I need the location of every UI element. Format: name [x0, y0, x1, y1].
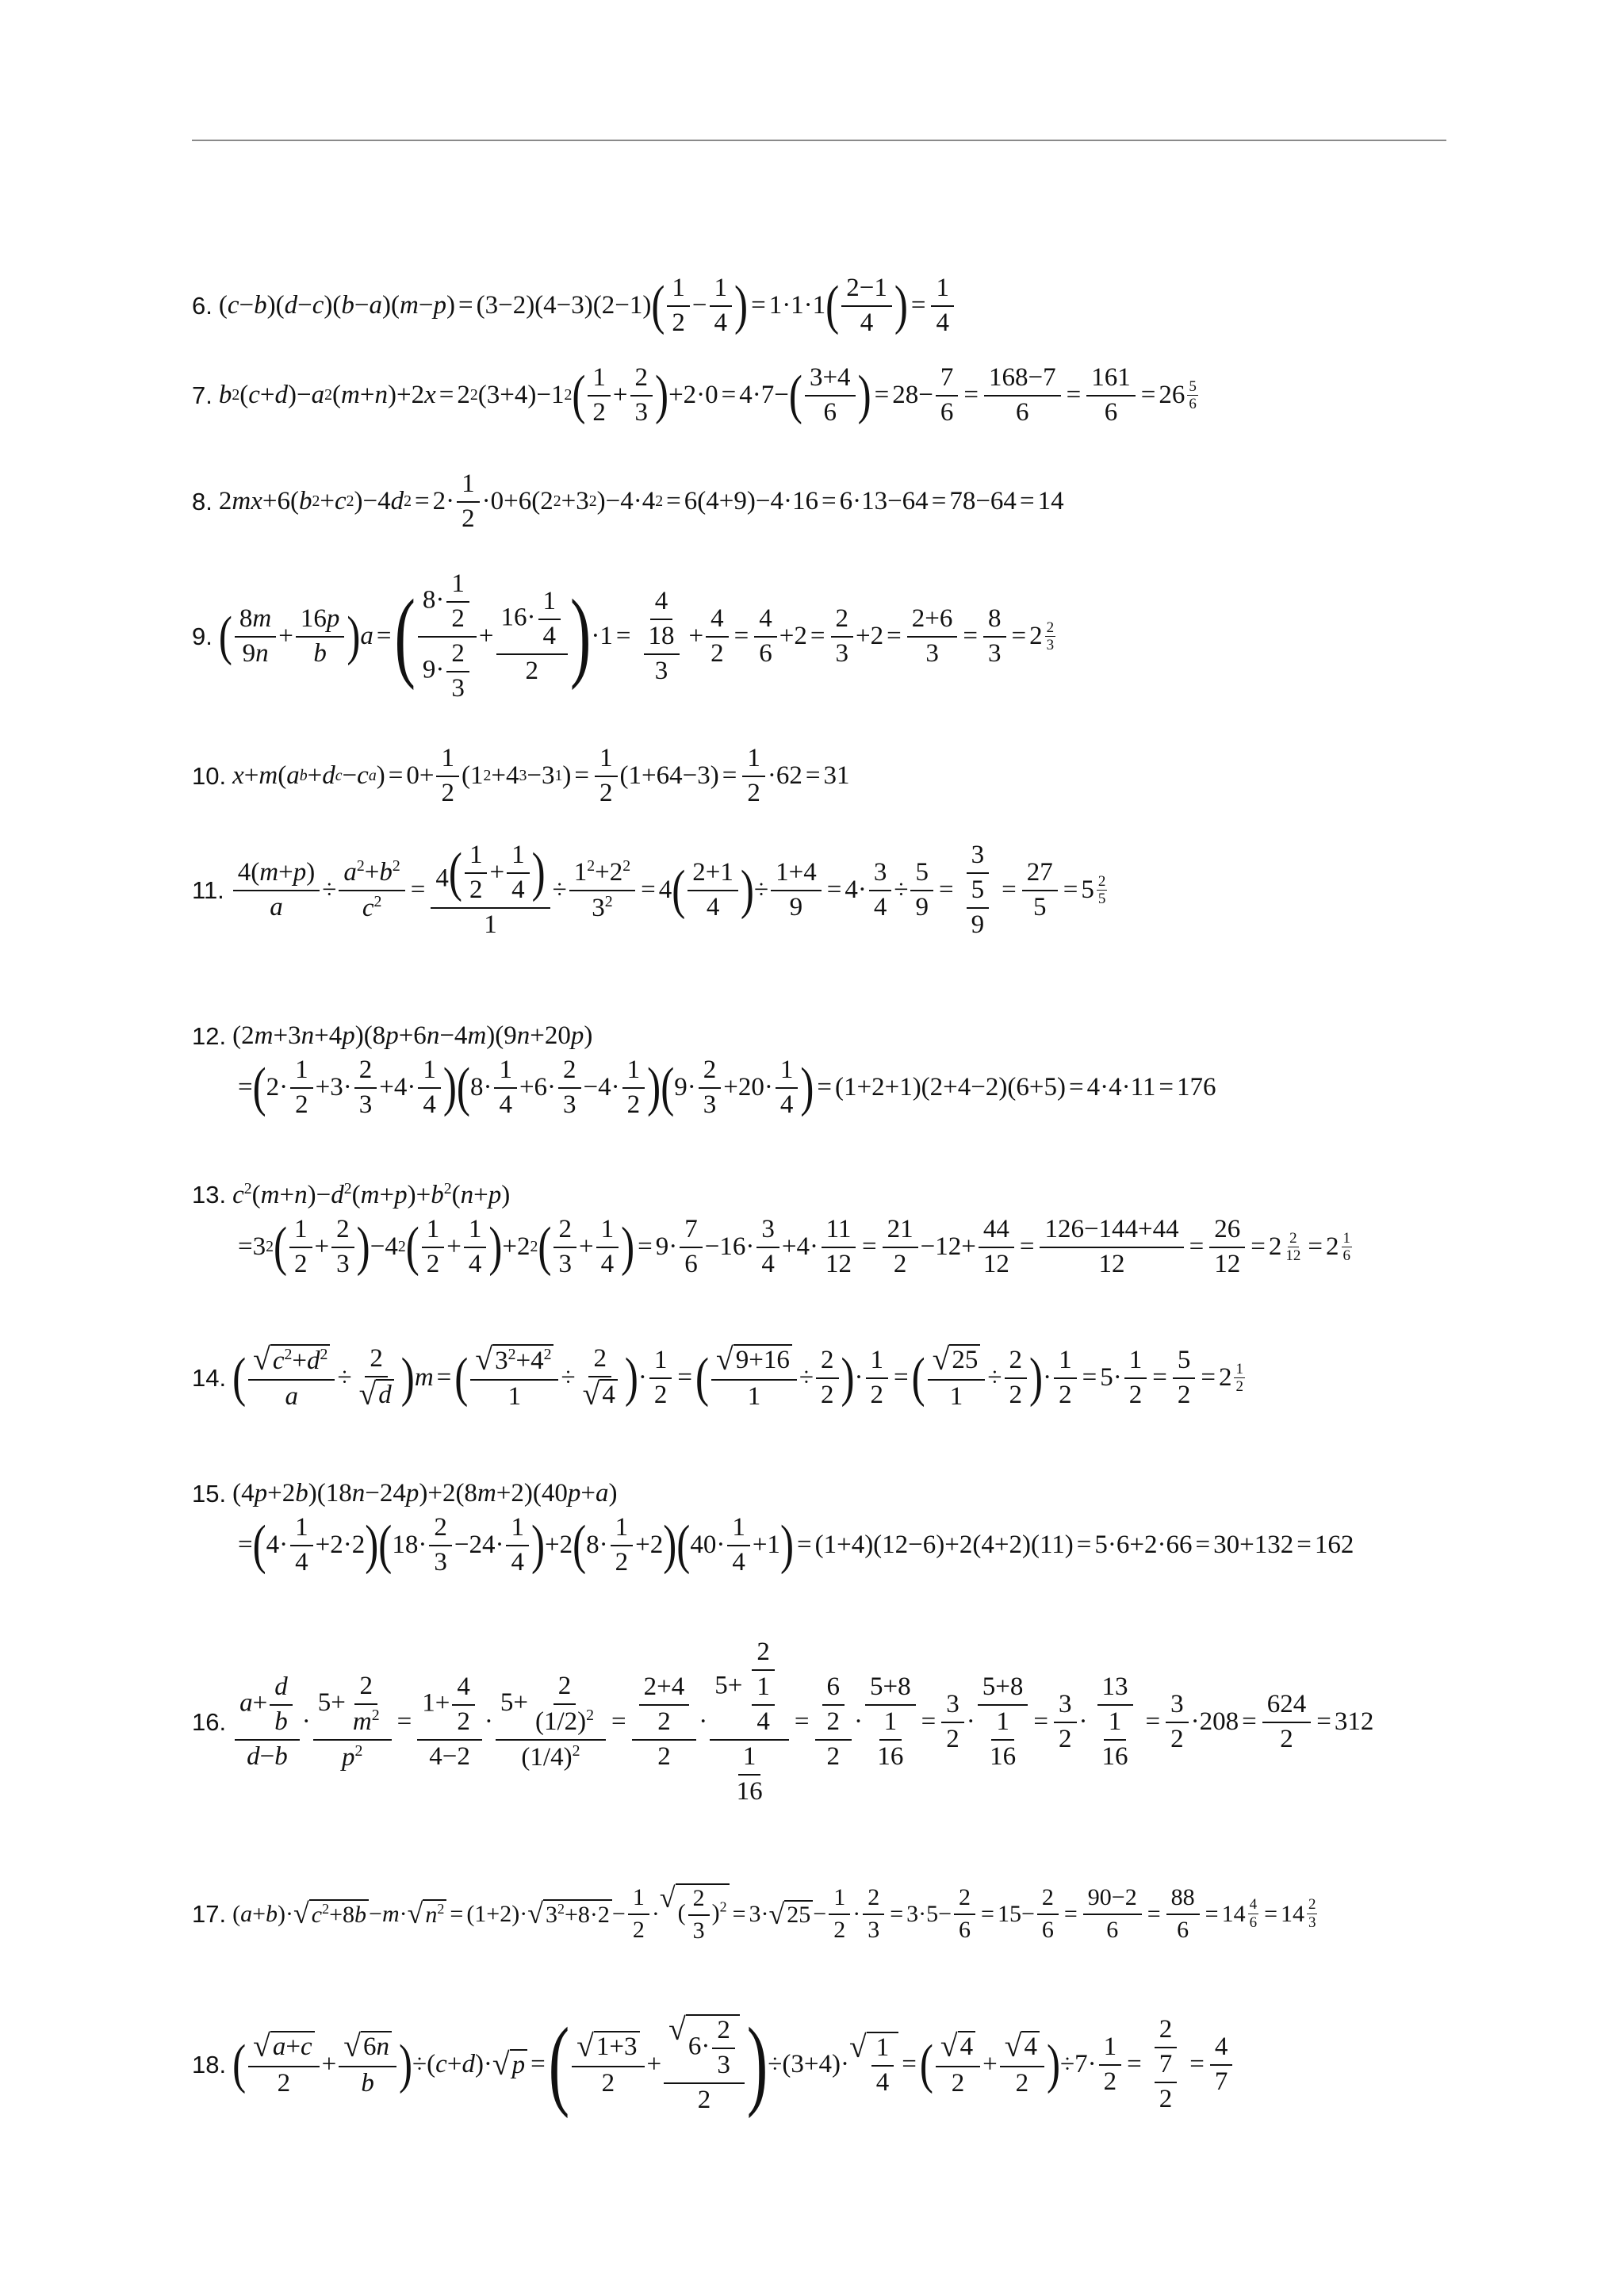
header-rule [192, 140, 1446, 141]
equation-line-2: = ( 2· $\frac{1}{2}$ +3· $\frac{2}{3}$ +4· $\frac{1}{4}$ ) ( 8· $\frac{1}{4}$ +6· $\frac{2}{3}$ −4· $\frac{1}{2}$ ) ( 9· $\frac{2}{3}$ +20· $\frac{1}{4}$ ) = (1+2+1)(2+4−2)(6+5) = 4·4·11 = 176 [238, 1055, 1216, 1119]
equation: a+ $\frac{d}{b}$ d−b · 5+ $\frac{2}{m^2}$ $p^2$ = 1+ $\frac{4}{2}$ 4−2 · 5+ $\frac{2}{(1/2)^2}$ $(1/4)^2$ = $\frac{\frac{2+4}{2}}{2}$ · 5+ $\frac{2}{\frac{1}{4}}$ $\frac{1}{16}$ = $\frac{\frac{6}{2}}{2}$ · $\frac{5+8}{\frac{1}{16}}$ = $\frac{3}{2}$ · $\frac{5+8}{\frac{1}{16}}$ = $\frac{3}{2}$ · $\frac{13}{\frac{1}{16}}$ = $\frac{3}{2}$ ·208 = $\frac{624}{2}$ = 312 [232, 1638, 1373, 1807]
equation: ( √ $c^2+d^2$ a ÷ 2 √ d ) m = ( √ $3^2+4^2$ 1 ÷ 2 √ 4 ) · $\frac{1}{2}$ = ( √ 9+16 1 ÷ $\frac{2}{2}$ ) · $\frac{1}{2}$ = ( √ 25 1 ÷ $\frac{2}{2}$ ) · $\frac{1}{2}$ = 5· $\frac{1}{2}$ = $\frac{5}{2}$ = 2 $\frac{1}{2}$ [232, 1342, 1243, 1412]
problem-number: 12. [192, 1021, 227, 1050]
equation-line-1: (4p+2b)(18n−24p)+2(8m+2)(40p+a) [232, 1479, 618, 1508]
problem-9 [192, 569, 1058, 704]
problem-number: 18. [192, 2050, 227, 2078]
problem-14 [192, 1344, 1247, 1412]
problem-number: 17. [192, 1899, 227, 1928]
problem-number: 11. [192, 875, 224, 904]
equation-line-2: =3 2 ( $\frac{1}{2}$ + $\frac{2}{3}$ ) −4 2 ( $\frac{1}{2}$ + $\frac{1}{4}$ ) +2 2 ( $\frac{2}{3}$ + $\frac{1}{4}$ ) = 9· $\frac{7}{6}$ −16· $\frac{3}{4}$ +4· $\frac{11}{12}$ = $\frac{21}{2}$ −12+ $\frac{44}{12}$ = $\frac{126-144+44}{12}$ = $\frac{26}{12}$ = 2 $\frac{2}{12}$ = 2 $\frac{1}{6}$ [238, 1215, 1351, 1278]
equation-line-2: = ( 4· $\frac{1}{4}$ +2·2 ) ( 18· $\frac{2}{3}$ −24· $\frac{1}{4}$ ) +2 ( 8· $\frac{1}{2}$ +2 ) ( 40· $\frac{1}{4}$ +1 ) = (1+4)(12−6)+2(4+2)(11) = 5·6+2·66 = 30+132 = 162 [238, 1513, 1354, 1576]
problem-17 [192, 1883, 1320, 1944]
problem-6 [192, 274, 956, 339]
problem-16 [192, 1638, 1373, 1807]
problem-number: 10. [192, 761, 227, 790]
problem-number: 16. [192, 1707, 227, 1736]
problem-number: 7. [192, 381, 213, 409]
problem-number: 13. [192, 1181, 227, 1209]
problem-13 [192, 1180, 1354, 1280]
problem-number: 6. [192, 291, 213, 320]
equation: ( $\frac{8m}{9n}$ + $\frac{16p}{b}$ ) a = ( 8· $\frac{1}{2}$ 9· $\frac{2}{3}$ + 16· $\frac{1}{4}$ 2 ) ·1 = $\frac{4}{\frac{18}{3}}$ + $\frac{4}{2}$ = $\frac{4}{6}$ +2 = $\frac{2}{3}$ +2 = $\frac{2+6}{3}$ = $\frac{8}{3}$ = 2 $\frac{2}{3}$ [218, 569, 1055, 703]
equation-line-1: (2m+3n+4p)(8p+6n−4m)(9n+20p) [232, 1021, 593, 1050]
equation: b 2 ( c + d )− a 2 ( m + n )+2 x = 2 2 (3+4)−1 2 ( $\frac{1}{2}$ + $\frac{2}{3}$ ) +2·0 = 4·7− ( $\frac{3+4}{6}$ ) = 28− $\frac{7}{6}$ = $\frac{168-7}{6}$ = $\frac{161}{6}$ = 26 $\frac{5}{6}$ [218, 363, 1197, 427]
equation: 2 mx +6( b 2 + c 2 )−4 d 2 = 2· $\frac{1}{2}$ ·0+6(2 2 +3 2 )−4·4 2 = 6(4+9)−4·16 = 6·13−64 = 78−64 = 14 [218, 469, 1064, 533]
problem-number: 14. [192, 1363, 227, 1392]
problem-7 [192, 363, 1201, 428]
problem-11 [192, 841, 1109, 941]
equation: x + m ( a b + d c − c a ) = 0+ $\frac{1}{2}$ (1 2 +4 3 −3 1 ) = $\frac{1}{2}$ (1+64−3) = $\frac{1}{2}$ ·62 = 31 [232, 744, 850, 807]
problem-18 [192, 2008, 1235, 2121]
problem-15 [192, 1479, 1354, 1578]
problem-number: 9. [192, 622, 213, 650]
equation: $\frac{4(m+p)}{a}$ ÷ $\frac{a^2+b^2}{c^2}$ = 4 ( $\frac{1}{2}$ + $\frac{1}{4}$ ) 1 ÷ $\frac{1^2+2^2}{3^2}$ = 4 ( $\frac{2+1}{4}$ ) ÷ $\frac{1+4}{9}$ = 4· $\frac{3}{4}$ ÷ $\frac{5}{9}$ = $\frac{3}{\frac{5}{9}}$ = $\frac{27}{5}$ = 5 $\frac{2}{5}$ [231, 841, 1110, 941]
equation: ( c − b )( d − c )( b − a )( m − p ) = (3−2)(4−3)(2−1) ( $\frac{1}{2}$ − $\frac{1}{4}$ ) = 1·1·1 ( $\frac{2-1}{4}$ ) = $\frac{1}{4}$ [219, 274, 956, 339]
equation: ( √ a+c 2 + √ 6n b ) ÷( c + d )· √ p = ( √ 1+3 2 + √ 6· $\frac{2}{3}$ 2 ) ÷(3+4)· √ $\frac{1}{4}$ = ( √ 4 2 + √ 4 2 ) ÷7· $\frac{1}{2}$ = $\frac{2}{\frac{7}{2}}$ = $\frac{4}{7}$ [232, 2014, 1235, 2116]
problem-8 [192, 469, 1064, 534]
equation: ( a + b )· √ $c^2+8b$ − m · √ $n^2$ = (1+2)· √ $3^2+8\cdot 2$ − $\frac{1}{2}$ · √ ( $\frac{2}{3}$ )$^2$ = 3· √ 25 − $\frac{1}{2}$ · $\frac{2}{3}$ = 3·5− $\frac{2}{6}$ = 15− $\frac{2}{6}$ = $\frac{90-2}{6}$ = $\frac{88}{6}$ = 14 $\frac{4}{6}$ = 14 $\frac{2}{3}$ [232, 1882, 1316, 1944]
problem-number: 8. [192, 487, 213, 515]
equation-line-1: $c^2(m+n)-d^2(m+p)+b^2(n+p)$ [232, 1180, 511, 1209]
problem-number: 15. [192, 1479, 227, 1508]
problem-12 [192, 1021, 1216, 1121]
problem-10 [192, 744, 849, 809]
